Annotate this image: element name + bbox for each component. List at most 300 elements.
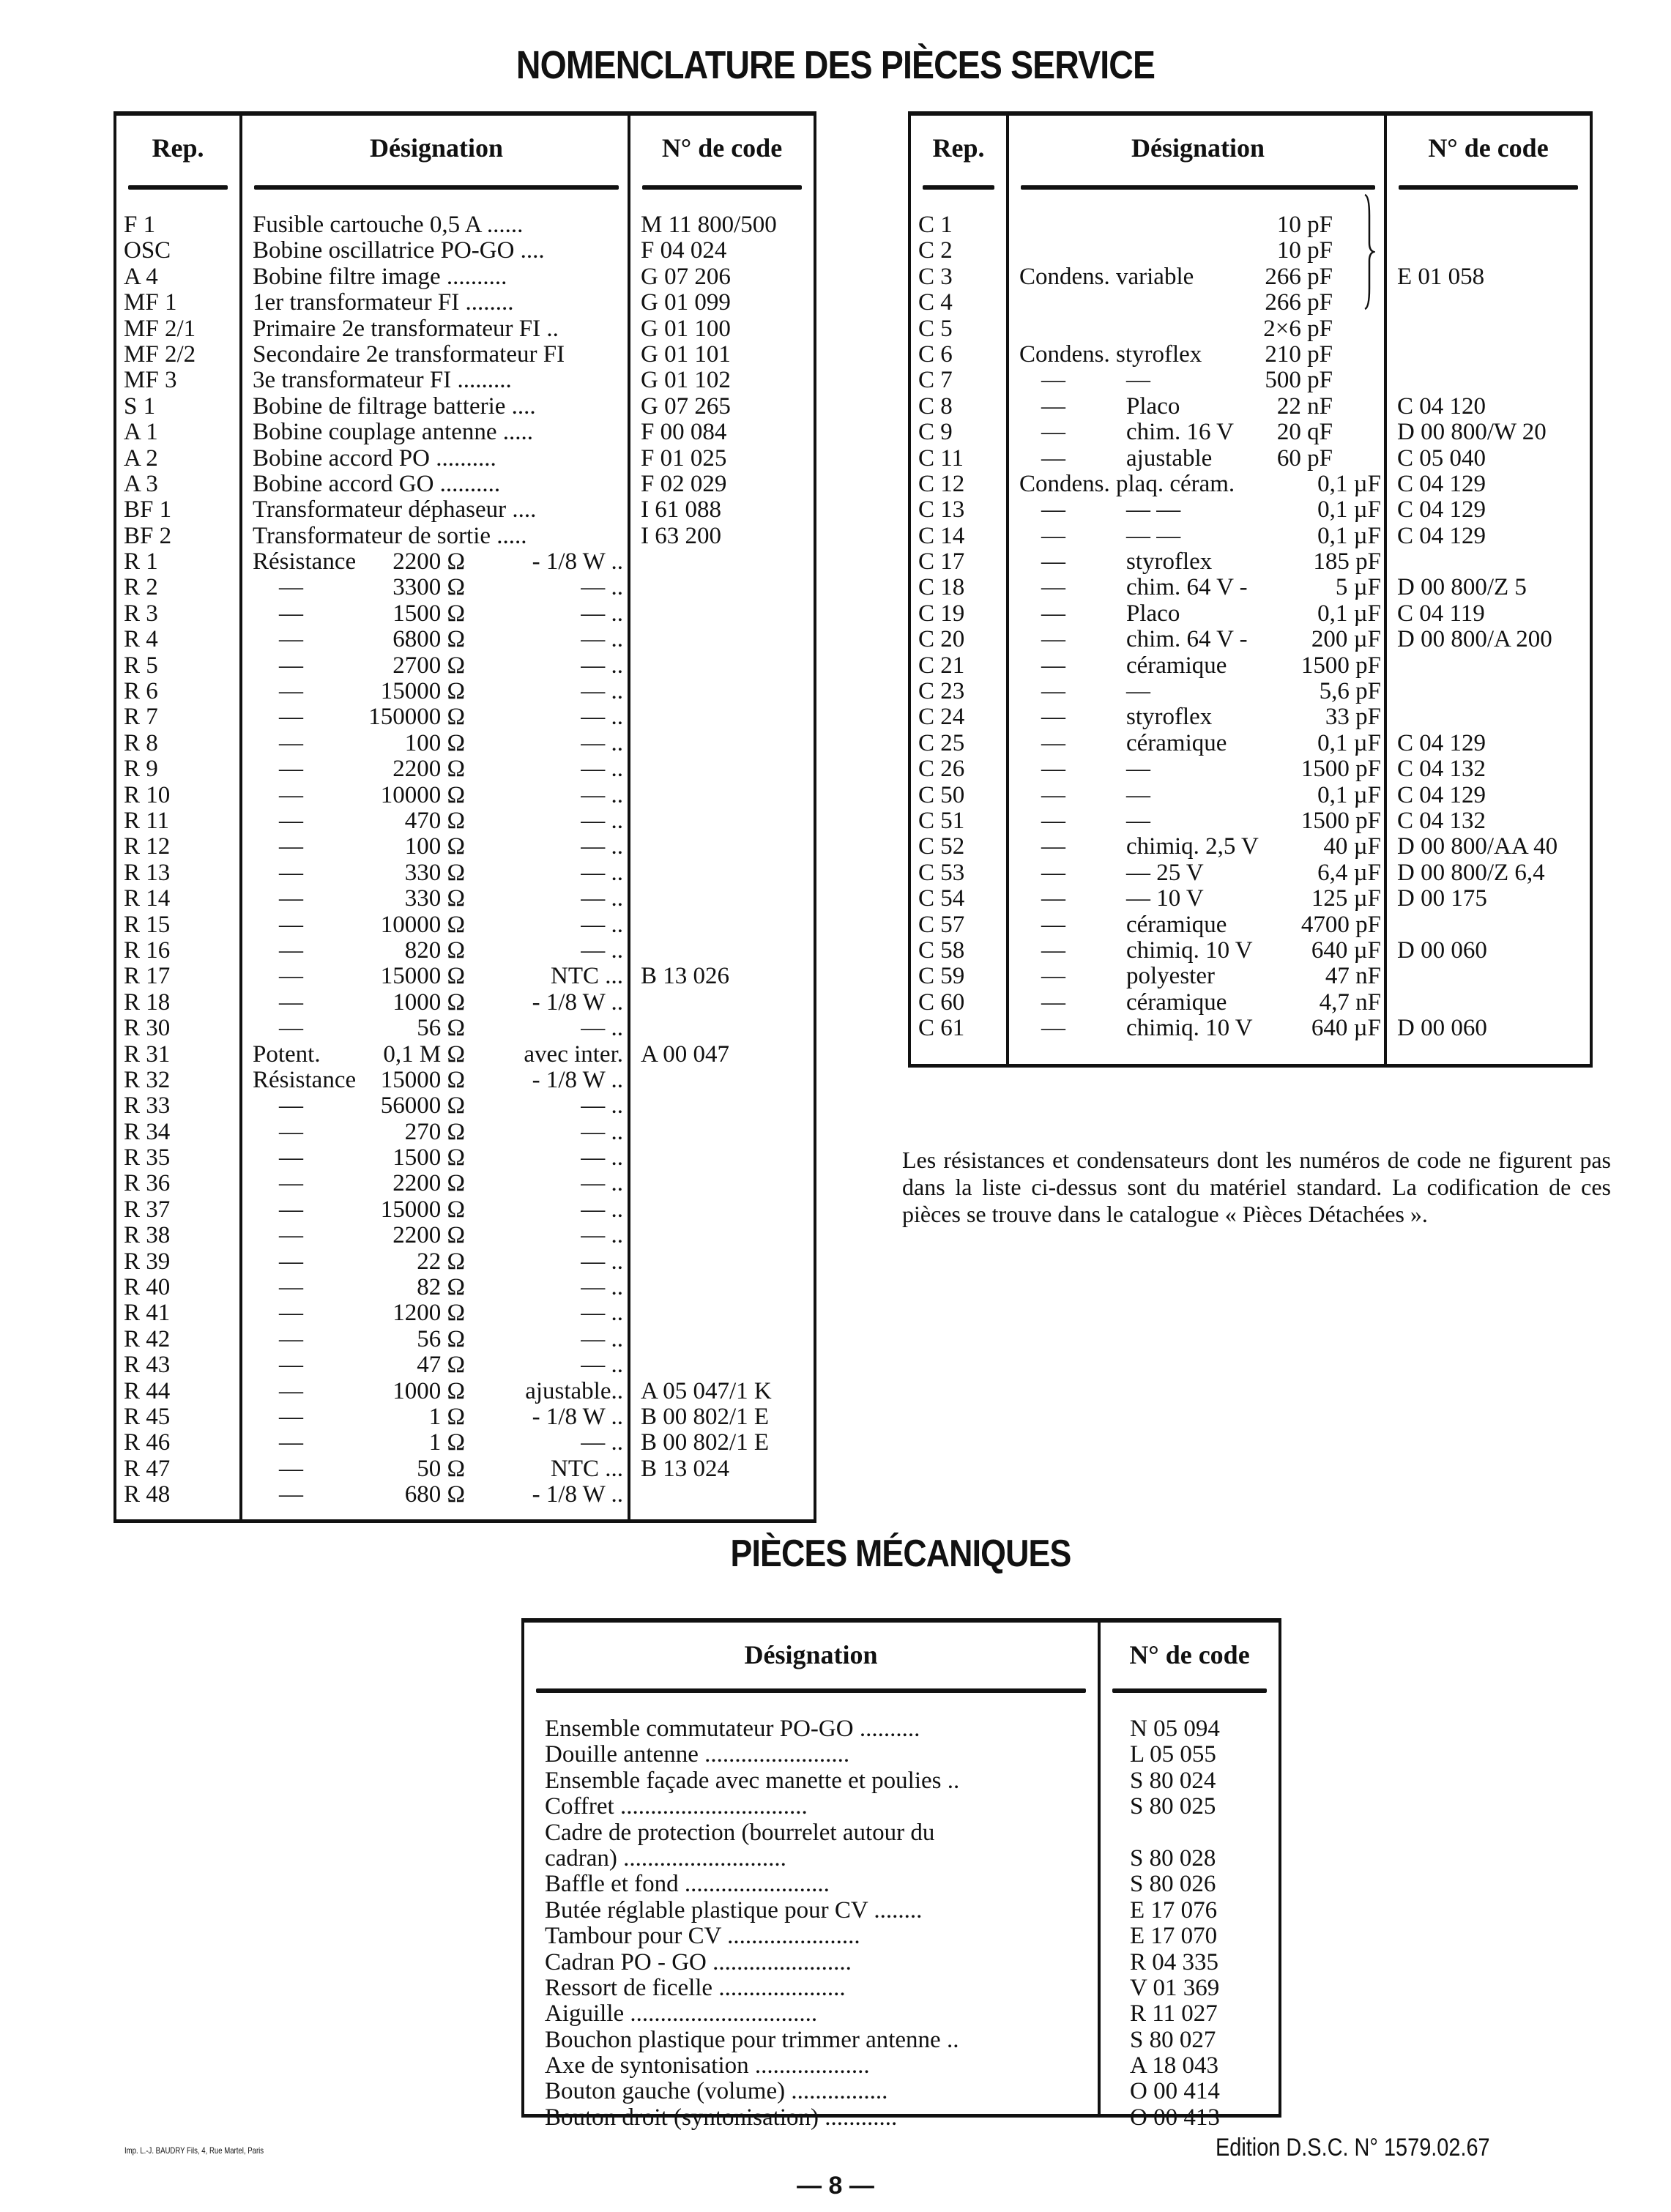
code-cell (630, 860, 814, 886)
designation-cell (242, 808, 630, 834)
rep-cell: C 5 (918, 315, 953, 342)
designation-type: Potent. (253, 1040, 321, 1068)
designation-value: 820 Ω (404, 936, 465, 964)
designation-spec: — .. (581, 1222, 623, 1249)
designation-spec: avec inter. (524, 1040, 623, 1068)
rep-cell: R 5 (124, 652, 158, 679)
code-cell (630, 912, 814, 938)
designation-cell (242, 1171, 630, 1196)
designation-subtype: — — (1126, 522, 1181, 549)
code-cell (630, 731, 814, 756)
designation-type: — (279, 807, 303, 834)
designation-cell (1009, 290, 1387, 316)
designation-spec: — .. (581, 1325, 623, 1352)
designation-header: Désignation (1131, 133, 1265, 163)
designation-cell (242, 938, 630, 964)
designation-type: — (279, 1455, 303, 1482)
code-cell (630, 834, 814, 860)
designation-cell (242, 549, 630, 575)
designation-value: 15000 Ω (380, 1066, 465, 1093)
code-cell (1387, 290, 1590, 316)
code-cell: A 18 043 (1130, 2052, 1219, 2079)
designation-type: Résistance (253, 548, 357, 576)
designation-type: — (279, 1144, 303, 1172)
designation-text: Transformateur de sortie ..... (253, 522, 527, 549)
designation-cell (1009, 368, 1387, 393)
designation-cell (242, 653, 630, 679)
designation-spec: - 1/8 W .. (532, 1066, 623, 1093)
code-cell (630, 990, 814, 1016)
designation-spec: — .. (581, 936, 623, 964)
designation-type: Condens. styroflex (1019, 340, 1202, 368)
rep-cell: R 48 (124, 1481, 171, 1508)
designation-value: 5,6 pF (1319, 678, 1381, 705)
designation-text: Bobine couplage antenne ..... (253, 419, 534, 446)
code-cell: V 01 369 (1130, 1974, 1220, 2001)
rep-cell: R 32 (124, 1066, 171, 1093)
code-cell: C 05 040 (1397, 444, 1486, 472)
designation-spec: — .. (581, 1092, 623, 1120)
designation-subtype: — (1126, 367, 1150, 394)
designation-type: — (1041, 574, 1065, 601)
designation-cell (242, 1379, 630, 1404)
rep-cell: R 34 (124, 1118, 171, 1145)
rep-header: Rep. (152, 133, 204, 163)
code-cell: C 04 120 (1397, 392, 1486, 420)
code-cell: B 00 802/1 E (641, 1403, 770, 1430)
rep-cell: R 7 (124, 704, 158, 731)
designation-spec: — .. (581, 1300, 623, 1327)
code-cell (630, 1275, 814, 1300)
designation-value: 56 Ω (417, 1015, 465, 1042)
code-cell (630, 1016, 814, 1041)
designation-cell (242, 601, 630, 627)
designation-subtype: céramique (1126, 652, 1227, 679)
code-column (1384, 116, 1590, 1064)
designation-spec: — .. (581, 885, 623, 912)
designation-type: — (279, 1274, 303, 1301)
designation-subtype: chim. 64 V - (1126, 626, 1248, 653)
designation-value: 47 nF (1325, 963, 1381, 990)
designation-value: 500 pF (1265, 367, 1333, 394)
designation-type: — (279, 936, 303, 964)
rep-cell: R 16 (124, 936, 171, 964)
rep-cell: BF 1 (124, 496, 172, 524)
rep-cell: C 1 (918, 212, 953, 238)
designation-cell (242, 912, 630, 938)
rep-cell: MF 2/1 (124, 315, 196, 342)
rep-cell: C 54 (918, 885, 965, 912)
code-column (1098, 1623, 1279, 2131)
designation-cell (242, 860, 630, 886)
designation-cell (242, 704, 630, 730)
rep-cell: R 15 (124, 911, 171, 938)
rep-cell: C 13 (918, 496, 965, 524)
code-cell (630, 938, 814, 964)
designation-subtype: chim. 16 V (1126, 419, 1234, 446)
rep-cell: C 60 (918, 988, 965, 1016)
designation-spec: ajustable.. (525, 1377, 623, 1404)
rep-cell: R 38 (124, 1222, 171, 1249)
designation-value: 2200 Ω (392, 756, 465, 783)
designation-value: 15000 Ω (380, 1196, 465, 1223)
designation-subtype: chim. 64 V - (1126, 574, 1248, 601)
designation-type: — (279, 833, 303, 860)
code-cell: D 00 060 (1397, 1015, 1487, 1042)
code-cell (630, 1352, 814, 1378)
designation-cell: cadran) ........................... (545, 1845, 786, 1872)
designation-value: 266 pF (1265, 263, 1333, 290)
designation-value: 330 Ω (404, 859, 465, 886)
code-cell (1387, 238, 1590, 264)
designation-cell: Bouton droit (syntonisation) ............ (545, 2104, 898, 2131)
designation-column (239, 116, 630, 1519)
rep-cell: C 21 (918, 652, 965, 679)
rep-cell: C 25 (918, 729, 965, 756)
code-cell (1387, 212, 1590, 238)
rep-cell: R 42 (124, 1325, 171, 1352)
designation-cell (242, 627, 630, 652)
designation-subtype: — — (1126, 496, 1181, 524)
designation-text: Primaire 2e transformateur FI .. (253, 315, 559, 342)
code-cell (1387, 912, 1590, 938)
rep-cell: C 61 (918, 1015, 965, 1042)
code-header: N° de code (661, 133, 783, 163)
code-cell (630, 756, 814, 782)
designation-value: 0,1 µF (1317, 496, 1381, 524)
designation-cell (242, 1430, 630, 1456)
code-cell (630, 783, 814, 808)
rep-cell: R 31 (124, 1040, 171, 1068)
code-cell (1387, 990, 1590, 1016)
code-cell (630, 1171, 814, 1196)
rep-cell: R 18 (124, 988, 171, 1016)
rep-cell: R 36 (124, 1170, 171, 1197)
designation-cell (242, 990, 630, 1016)
designation-value: 22 nF (1276, 392, 1333, 420)
designation-cell (242, 1223, 630, 1248)
code-cell: E 17 076 (1130, 1896, 1218, 1924)
designation-cell (242, 1352, 630, 1378)
designation-cell (242, 1456, 630, 1482)
designation-cell (1009, 964, 1387, 989)
designation-cell (242, 756, 630, 782)
designation-cell: Bouton gauche (volume) ................ (545, 2079, 888, 2105)
designation-cell (242, 472, 630, 497)
rep-cell: R 6 (124, 678, 158, 705)
designation-subtype: polyester (1126, 963, 1215, 990)
standard-parts-note: Les résistances et condensateurs dont les numéros de code ne figurent pas dans la liste ci-dessus sont du matériel standard. La codification de ces pièces se trouve dans le catalogue « Pièces Détachées ». (902, 1147, 1611, 1227)
code-cell (630, 1197, 814, 1223)
designation-cell (1009, 524, 1387, 549)
designation-value: 6,4 µF (1317, 859, 1381, 886)
code-cell: D 00 800/AA 40 (1397, 833, 1558, 860)
code-cell: C 04 129 (1397, 496, 1486, 524)
rep-cell: R 46 (124, 1429, 171, 1456)
designation-cell: Butée réglable plastique pour CV ........ (545, 1897, 923, 1924)
designation-spec: — .. (581, 678, 623, 705)
designation-type: — (279, 1325, 303, 1352)
rep-cell: C 57 (918, 911, 965, 938)
designation-cell (1009, 756, 1387, 782)
code-cell: G 07 265 (641, 392, 731, 420)
designation-spec: - 1/8 W .. (532, 988, 623, 1016)
code-cell: D 00 800/Z 5 (1397, 574, 1527, 601)
designation-type: — (1041, 367, 1065, 394)
code-cell: C 04 119 (1397, 600, 1485, 627)
designation-type: — (279, 704, 303, 731)
rep-cell: C 24 (918, 704, 965, 731)
designation-cell: Cadre de protection (bourrelet autour du (545, 1820, 935, 1846)
rep-cell: C 11 (918, 444, 964, 472)
code-cell: D 00 800/Z 6,4 (1397, 859, 1545, 886)
designation-value: 2200 Ω (392, 1222, 465, 1249)
designation-value: 56000 Ω (380, 1092, 465, 1120)
designation-spec: — .. (581, 807, 623, 834)
designation-cell: Ensemble façade avec manette et poulies .. (545, 1768, 960, 1794)
rep-cell: R 33 (124, 1092, 171, 1120)
designation-type: — (1041, 963, 1065, 990)
designation-cell (1009, 238, 1387, 264)
code-cell: L 05 055 (1130, 1741, 1216, 1768)
rep-cell: A 4 (124, 263, 158, 290)
code-cell (1387, 704, 1590, 730)
designation-value: 0,1 µF (1317, 522, 1381, 549)
designation-subtype: styroflex (1126, 704, 1213, 731)
code-cell: B 13 024 (641, 1455, 730, 1482)
code-cell: C 04 129 (1397, 729, 1486, 756)
code-cell (630, 1327, 814, 1352)
designation-value: 10000 Ω (380, 911, 465, 938)
rep-cell: C 51 (918, 807, 965, 834)
designation-value: 5 µF (1335, 574, 1381, 601)
rep-cell: R 10 (124, 781, 171, 808)
code-cell (630, 1145, 814, 1171)
designation-subtype: — 25 V (1126, 859, 1204, 886)
designation-value: 0,1 M Ω (383, 1040, 465, 1068)
designation-value: 22 Ω (417, 1248, 465, 1275)
designation-value: 1500 Ω (392, 600, 465, 627)
designation-type: — (279, 885, 303, 912)
code-cell (630, 679, 814, 704)
designation-type: — (279, 781, 303, 808)
designation-type: — (1041, 626, 1065, 653)
designation-value: 0,1 µF (1317, 600, 1381, 627)
designation-type: — (279, 678, 303, 705)
code-cell: F 04 024 (641, 237, 727, 264)
designation-cell (242, 420, 630, 445)
designation-cell (242, 264, 630, 290)
code-cell: S 80 027 (1130, 2026, 1216, 2053)
designation-value: 0,1 µF (1317, 781, 1381, 808)
designation-cell: Axe de syntonisation ................... (545, 2053, 870, 2079)
designation-cell (1009, 549, 1387, 575)
designation-type: — (1041, 756, 1065, 783)
designation-cell (1009, 497, 1387, 523)
code-cell (630, 1249, 814, 1275)
rep-cell: C 18 (918, 574, 965, 601)
designation-value: 1500 Ω (392, 1144, 465, 1172)
designation-type: — (279, 652, 303, 679)
printer-credit: Imp. L.-J. BAUDRY Fils, 4, Rue Martel, Paris (124, 2145, 264, 2156)
rep-cell: R 3 (124, 600, 158, 627)
rep-cell: R 43 (124, 1352, 171, 1379)
designation-spec: — .. (581, 1196, 623, 1223)
designation-value: 2200 Ω (392, 1170, 465, 1197)
code-cell (1387, 368, 1590, 393)
designation-subtype: — (1126, 678, 1150, 705)
designation-value: 15000 Ω (380, 963, 465, 990)
rep-cell: C 4 (918, 289, 953, 316)
designation-cell (242, 783, 630, 808)
designation-value: 10000 Ω (380, 781, 465, 808)
designation-value: 2200 Ω (392, 548, 465, 576)
code-cell (630, 575, 814, 600)
rep-cell: R 9 (124, 756, 158, 783)
designation-cell (242, 1482, 630, 1508)
designation-type: — (1041, 729, 1065, 756)
code-cell: B 00 802/1 E (641, 1429, 770, 1456)
designation-cell (242, 212, 630, 238)
rep-cell: C 19 (918, 600, 965, 627)
rep-cell: C 9 (918, 419, 953, 446)
designation-spec: — .. (581, 1144, 623, 1172)
page-number: — 8 — (797, 2172, 874, 2200)
code-cell: G 07 206 (641, 263, 731, 290)
code-cell: G 01 102 (641, 367, 731, 394)
designation-value: 470 Ω (404, 807, 465, 834)
rep-cell: C 2 (918, 237, 953, 264)
rep-cell: C 14 (918, 522, 965, 549)
rep-cell: R 12 (124, 833, 171, 860)
designation-value: 640 µF (1311, 1015, 1381, 1042)
code-cell: D 00 800/W 20 (1397, 419, 1547, 446)
code-cell: S 80 024 (1130, 1767, 1216, 1794)
designation-cell (1009, 627, 1387, 652)
code-cell: C 04 132 (1397, 756, 1486, 783)
designation-cell (1009, 575, 1387, 600)
designation-spec: — .. (581, 600, 623, 627)
code-cell: F 02 029 (641, 470, 727, 497)
rep-cell: C 20 (918, 626, 965, 653)
code-cell: M 11 800/500 (641, 212, 777, 238)
rep-cell: C 12 (918, 470, 965, 497)
designation-cell (242, 524, 630, 549)
designation-value: 1200 Ω (392, 1300, 465, 1327)
rep-cell: MF 1 (124, 289, 177, 316)
designation-value: 2700 Ω (392, 652, 465, 679)
designation-cell (242, 679, 630, 704)
designation-value: 4,7 nF (1319, 988, 1381, 1016)
rep-cell: MF 2/2 (124, 340, 196, 368)
designation-subtype: Placo (1126, 392, 1180, 420)
rep-cell: C 50 (918, 781, 965, 808)
designation-cell (1009, 212, 1387, 238)
designation-cell (242, 1404, 630, 1430)
designation-value: 330 Ω (404, 885, 465, 912)
code-cell (1387, 679, 1590, 704)
rep-cell: MF 3 (124, 367, 177, 394)
designation-subtype: — 10 V (1126, 885, 1204, 912)
designation-type: — (279, 1196, 303, 1223)
designation-subtype: chimiq. 10 V (1126, 1015, 1253, 1042)
designation-cell (242, 731, 630, 756)
code-cell: C 04 129 (1397, 522, 1486, 549)
designation-cell (242, 1120, 630, 1145)
designation-cell (242, 1300, 630, 1326)
designation-text: Bobine oscillatrice PO-GO .... (253, 237, 545, 264)
rep-cell: R 11 (124, 807, 170, 834)
designation-spec: — .. (581, 756, 623, 783)
designation-header: Désignation (744, 1640, 878, 1669)
designation-cell (242, 316, 630, 342)
brace-icon (1363, 193, 1375, 310)
designation-value: 640 µF (1311, 936, 1381, 964)
rep-cell: R 39 (124, 1248, 171, 1275)
designation-type: — (1041, 911, 1065, 938)
designation-type: — (1041, 807, 1065, 834)
code-cell: D 00 175 (1397, 885, 1487, 912)
designation-type: — (279, 1300, 303, 1327)
designation-value: 40 µF (1323, 833, 1381, 860)
designation-subtype: styroflex (1126, 548, 1213, 576)
designation-cell (1009, 316, 1387, 342)
capacitors-table (908, 111, 1593, 1068)
code-cell (630, 704, 814, 730)
designation-type: — (1041, 885, 1065, 912)
designation-cell (242, 575, 630, 600)
designation-spec: — .. (581, 859, 623, 886)
designation-spec: NTC ... (551, 963, 623, 990)
designation-spec: — .. (581, 833, 623, 860)
designation-cell: Douille antenne ........................ (545, 1742, 850, 1768)
designation-cell: Ressort de ficelle ..................... (545, 1975, 846, 2001)
designation-cell (242, 964, 630, 989)
rep-cell: R 30 (124, 1015, 171, 1042)
designation-value: 1000 Ω (392, 988, 465, 1016)
code-cell: D 00 060 (1397, 936, 1487, 964)
designation-cell (242, 497, 630, 523)
designation-cell (242, 1093, 630, 1119)
designation-subtype: Placo (1126, 600, 1180, 627)
rep-cell: BF 2 (124, 522, 172, 549)
designation-cell (1009, 394, 1387, 420)
designation-text: Fusible cartouche 0,5 A ...... (253, 212, 524, 238)
rep-cell: R 47 (124, 1455, 171, 1482)
designation-spec: — .. (581, 704, 623, 731)
code-cell (1387, 549, 1590, 575)
designation-type: — (279, 1352, 303, 1379)
rep-cell: S 1 (124, 392, 156, 420)
designation-cell (1009, 1016, 1387, 1041)
header-rule (1112, 1688, 1267, 1693)
designation-cell (1009, 783, 1387, 808)
designation-value: 56 Ω (417, 1325, 465, 1352)
rep-cell: C 8 (918, 392, 953, 420)
code-cell (630, 1093, 814, 1119)
designation-cell (242, 394, 630, 420)
designation-type: — (279, 600, 303, 627)
designation-type: — (1041, 1015, 1065, 1042)
header-rule (536, 1688, 1086, 1693)
designation-cell (1009, 886, 1387, 912)
designation-type: — (279, 1170, 303, 1197)
designation-cell (1009, 938, 1387, 964)
designation-spec: - 1/8 W .. (532, 1403, 623, 1430)
designation-text: Bobine de filtrage batterie .... (253, 392, 536, 420)
designation-cell (242, 342, 630, 368)
rep-cell: R 41 (124, 1300, 171, 1327)
